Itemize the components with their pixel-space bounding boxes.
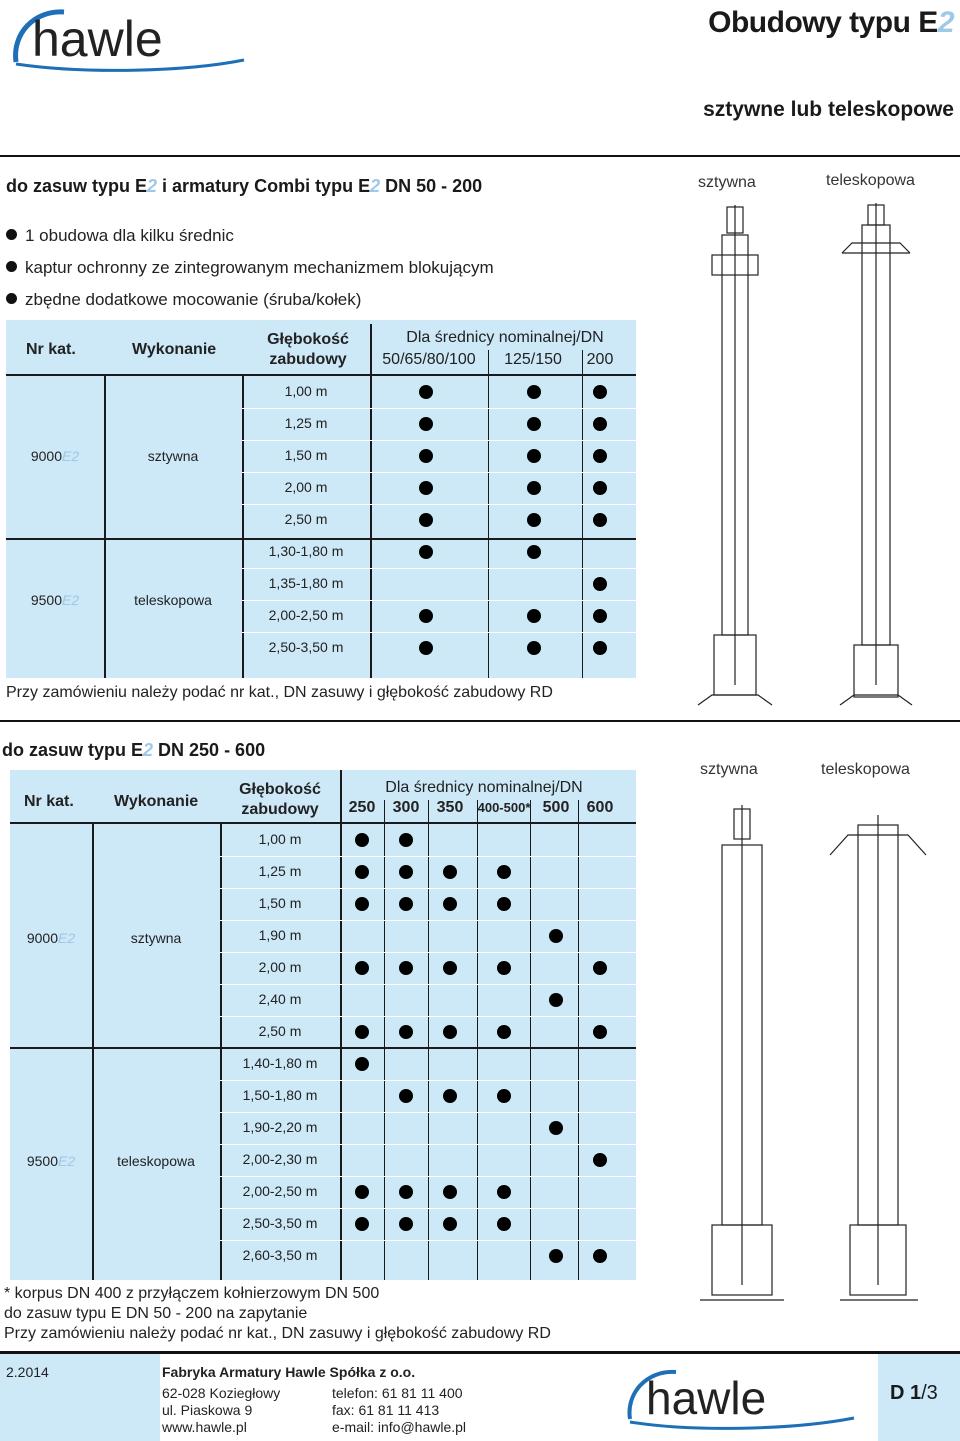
availability-dot <box>419 513 433 527</box>
availability-dot <box>399 833 413 847</box>
availability-dot <box>593 1249 607 1263</box>
col-header-wykonanie: Wykonanie <box>132 341 217 358</box>
order-note: Przy zamówieniu należy podać nr kat., DN zasuwy i głębokość zabudowy RD <box>6 684 553 701</box>
availability-dot <box>497 1089 511 1103</box>
issue-date: 2.2014 <box>6 1364 49 1380</box>
bullet-icon <box>6 229 17 240</box>
availability-dot <box>399 1185 413 1199</box>
depth-cell: 2,40 m <box>258 991 302 1007</box>
group-rule <box>6 538 636 540</box>
availability-dot <box>419 449 433 463</box>
availability-dot <box>419 385 433 399</box>
row-rule <box>220 1240 636 1241</box>
availability-dot <box>527 641 541 655</box>
page-number: D 1/3 <box>890 1382 938 1404</box>
depth-cell: 2,50-3,50 m <box>268 639 344 655</box>
availability-dot <box>593 641 607 655</box>
depth-cell: 2,00-2,30 m <box>242 1151 318 1167</box>
row-rule <box>242 600 636 601</box>
availability-dot <box>593 1025 607 1039</box>
footnotes <box>4 1284 551 1344</box>
col-header-nr: Nr kat. <box>24 793 74 810</box>
feature-list <box>6 220 494 316</box>
availability-dot <box>443 865 457 879</box>
depth-cell: 2,00 m <box>258 959 302 975</box>
availability-dot <box>399 1025 413 1039</box>
availability-dot <box>593 481 607 495</box>
availability-dot <box>549 929 563 943</box>
group-rule <box>10 1047 636 1049</box>
availability-dot <box>443 1185 457 1199</box>
dn-col-label: 250 <box>348 799 376 816</box>
availability-dot <box>497 1025 511 1039</box>
availability-dot <box>527 449 541 463</box>
availability-dot <box>593 609 607 623</box>
footer-rule <box>0 1351 960 1354</box>
row-rule <box>242 504 636 505</box>
availability-dot <box>593 577 607 591</box>
row-rule <box>220 888 636 889</box>
col-header-dn: Dla średnicy nominalnej/DN <box>406 329 604 346</box>
availability-dot <box>355 1217 369 1231</box>
variant-tele-label: teleskopowa <box>826 172 915 189</box>
availability-dot <box>497 1217 511 1231</box>
feature-item: kaptur ochronny ze zintegrowanym mechanizmem blokującym <box>6 252 494 284</box>
availability-dot <box>399 1217 413 1231</box>
depth-cell: 1,40-1,80 m <box>242 1055 318 1071</box>
depth-cell: 1,30-1,80 m <box>268 543 344 559</box>
depth-cell: 1,00 m <box>284 383 328 399</box>
availability-dot <box>399 865 413 879</box>
availability-dot <box>399 1089 413 1103</box>
depth-cell: 2,50-3,50 m <box>242 1215 318 1231</box>
group-wykonanie: sztywna <box>130 930 182 946</box>
feature-item: 1 obudowa dla kilku średnic <box>6 220 494 252</box>
col-divider <box>582 350 583 678</box>
group-nr: 9500E2 <box>26 1153 76 1169</box>
company-address: 62-028 Koziegłowy ul. Piaskowa 9 www.hawle.pl <box>162 1385 281 1435</box>
availability-dot <box>443 1025 457 1039</box>
group-wykonanie: sztywna <box>147 448 199 464</box>
col-divider <box>370 324 372 678</box>
row-rule <box>220 952 636 953</box>
bullet-icon <box>6 293 17 304</box>
availability-dot <box>443 1089 457 1103</box>
availability-dot <box>355 897 369 911</box>
group-nr: 9000E2 <box>30 448 80 464</box>
hawle-logo <box>4 4 249 76</box>
depth-cell: 1,00 m <box>258 831 302 847</box>
row-rule <box>220 1112 636 1113</box>
availability-dot <box>527 513 541 527</box>
availability-dot <box>527 417 541 431</box>
divider <box>0 720 960 722</box>
variant-rigid-label: sztywna <box>700 761 758 778</box>
availability-dot <box>419 609 433 623</box>
availability-dot <box>419 545 433 559</box>
availability-dot <box>399 961 413 975</box>
col-header-glebokosc: Głębokość zabudowy <box>267 331 349 368</box>
availability-dot <box>549 993 563 1007</box>
col-divider <box>220 822 222 1280</box>
company-contact: telefon: 61 81 11 400 fax: 61 81 11 413 e-mail: info@hawle.pl <box>332 1385 467 1435</box>
group-nr: 9500E2 <box>30 592 80 608</box>
order-note: Przy zamówieniu należy podać nr kat., DN zasuwy i głębokość zabudowy RD <box>4 1325 551 1342</box>
col-header-glebokosc: Głębokość zabudowy <box>239 781 321 818</box>
availability-dot <box>593 1153 607 1167</box>
hawle-logo <box>622 1364 860 1434</box>
housing-drawing-dn250-600 <box>690 785 960 1315</box>
dn-col-label: 500 <box>542 799 570 816</box>
row-rule <box>220 1208 636 1209</box>
section2-heading: do zasuw typu E2 DN 250 - 600 <box>2 740 266 760</box>
bullet-icon <box>6 261 17 272</box>
depth-cell: 1,90-2,20 m <box>242 1119 318 1135</box>
availability-dot <box>593 417 607 431</box>
depth-cell: 1,25 m <box>284 415 328 431</box>
depth-cell: 1,25 m <box>258 863 302 879</box>
availability-dot <box>355 1025 369 1039</box>
availability-dot <box>593 385 607 399</box>
row-rule <box>242 568 636 569</box>
logo-text: hawle <box>32 11 163 67</box>
dn-col-label: 125/150 <box>504 351 562 368</box>
col-header-dn: Dla średnicy nominalnej/DN <box>385 779 583 796</box>
depth-cell: 1,90 m <box>258 927 302 943</box>
feature-item: zbędne dodatkowe mocowanie (śruba/kołek) <box>6 284 494 316</box>
footnote-inquiry: do zasuw typu E DN 50 - 200 na zapytanie <box>4 1305 308 1322</box>
group-nr: 9000E2 <box>26 930 76 946</box>
col-divider <box>340 770 342 1280</box>
col-divider <box>488 350 489 678</box>
availability-dot <box>593 449 607 463</box>
company-name: Fabryka Armatury Hawle Spółka z o.o. <box>162 1364 416 1380</box>
availability-dot <box>593 961 607 975</box>
group-wykonanie: teleskopowa <box>117 1153 195 1169</box>
col-header-nr: Nr kat. <box>26 341 76 358</box>
availability-dot <box>497 865 511 879</box>
row-rule <box>220 1144 636 1145</box>
variant-tele-label: teleskopowa <box>821 761 910 778</box>
availability-dot <box>497 897 511 911</box>
availability-dot <box>593 513 607 527</box>
availability-dot <box>527 481 541 495</box>
availability-dot <box>419 481 433 495</box>
availability-dot <box>527 609 541 623</box>
row-rule <box>220 1176 636 1177</box>
dn-col-label: 600 <box>586 799 614 816</box>
section1-heading: do zasuw typu E2 i armatury Combi typu E2 DN 50 - 200 <box>6 176 483 196</box>
dn-col-label: 400-500* <box>477 800 531 815</box>
page-title: Obudowy typu E2 <box>708 6 954 39</box>
dn-col-label: 300 <box>392 799 420 816</box>
availability-dot <box>497 1185 511 1199</box>
header-rule <box>6 374 636 376</box>
depth-cell: 2,60-3,50 m <box>242 1247 318 1263</box>
table-dn50-200 <box>6 320 636 678</box>
row-rule <box>220 920 636 921</box>
divider <box>0 155 960 157</box>
col-divider <box>92 822 94 1280</box>
svg-text:hawle: hawle <box>646 1372 767 1424</box>
dn-col-label: 350 <box>436 799 464 816</box>
dn-col-label: 50/65/80/100 <box>382 351 476 368</box>
row-rule <box>242 440 636 441</box>
depth-cell: 1,35-1,80 m <box>268 575 344 591</box>
footnote-asterisk: * korpus DN 400 z przyłączem kołnierzowym DN 500 <box>4 1285 380 1302</box>
availability-dot <box>527 385 541 399</box>
col-header-wykonanie: Wykonanie <box>114 793 199 810</box>
page-subtitle: sztywne lub teleskopowe <box>703 98 954 121</box>
availability-dot <box>443 1217 457 1231</box>
col-divider <box>104 374 106 678</box>
group-wykonanie: teleskopowa <box>134 592 212 608</box>
availability-dot <box>355 833 369 847</box>
depth-cell: 1,50 m <box>258 895 302 911</box>
availability-dot <box>419 417 433 431</box>
availability-dot <box>549 1121 563 1135</box>
depth-cell: 2,50 m <box>258 1023 302 1039</box>
depth-cell: 1,50-1,80 m <box>242 1087 318 1103</box>
availability-dot <box>355 1057 369 1071</box>
row-rule <box>242 472 636 473</box>
availability-dot <box>419 641 433 655</box>
availability-dot <box>527 545 541 559</box>
row-rule <box>220 856 636 857</box>
availability-dot <box>355 961 369 975</box>
header-rule <box>10 822 636 824</box>
row-rule <box>242 632 636 633</box>
depth-cell: 2,00-2,50 m <box>242 1183 318 1199</box>
availability-dot <box>549 1249 563 1263</box>
row-rule <box>220 984 636 985</box>
depth-cell: 1,50 m <box>284 447 328 463</box>
depth-cell: 2,00 m <box>284 479 328 495</box>
availability-dot <box>497 961 511 975</box>
depth-cell: 2,50 m <box>284 511 328 527</box>
row-rule <box>220 1080 636 1081</box>
depth-cell: 2,00-2,50 m <box>268 607 344 623</box>
row-rule <box>242 408 636 409</box>
availability-dot <box>443 961 457 975</box>
availability-dot <box>355 1185 369 1199</box>
housing-drawing-dn50-200 <box>690 195 960 720</box>
variant-rigid-label: sztywna <box>698 174 756 191</box>
availability-dot <box>399 897 413 911</box>
dn-col-label: 200 <box>586 351 614 368</box>
availability-dot <box>355 865 369 879</box>
table-dn250-600 <box>10 770 636 1280</box>
availability-dot <box>443 897 457 911</box>
row-rule <box>220 1016 636 1017</box>
